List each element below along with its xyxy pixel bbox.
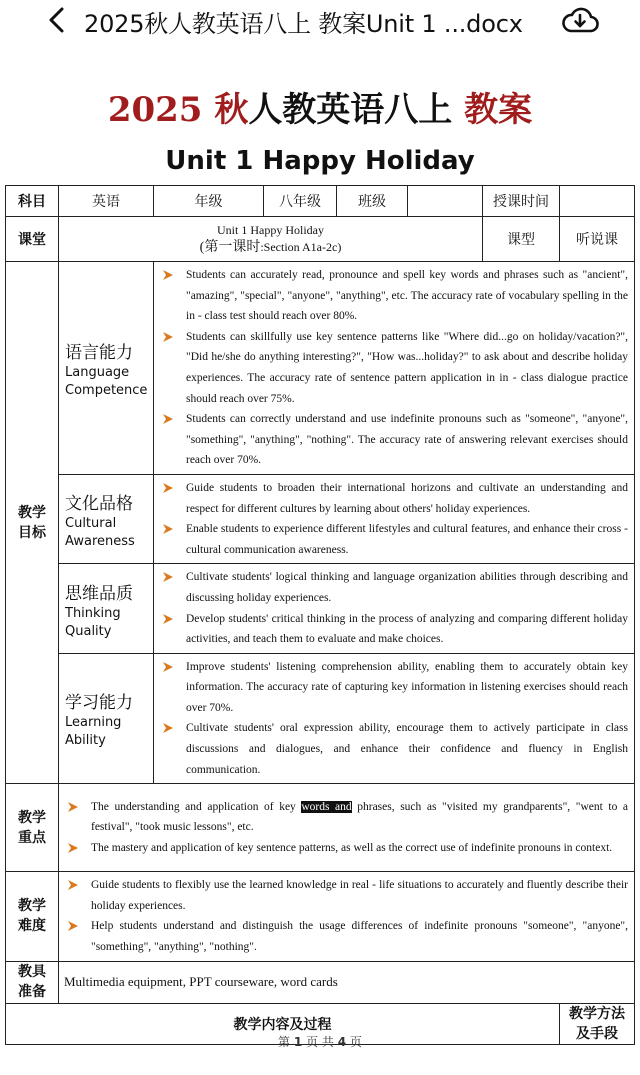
bullets-cultural [154, 474, 635, 563]
category-en2: Awareness [65, 534, 135, 550]
bullet-text: The mastery and application of key sentence patterns, as well as the correct use of indefinite pronouns in context. [91, 842, 613, 855]
subject-value: 英语 [59, 186, 154, 217]
key-points-content [59, 784, 635, 872]
list-item [63, 838, 628, 859]
objective-row-learning [6, 653, 635, 784]
arrow-bullet-icon [67, 920, 79, 932]
arrow-bullet-icon [67, 879, 79, 891]
bullet-text: Help students understand and distinguish the usage differences of indefinite pronouns "someone", "anyone", "something", "anything", "nothing". [91, 920, 628, 954]
category-cn: 学习能力 [65, 693, 133, 714]
subject-label: 科目 [6, 186, 59, 217]
objective-row-thinking [6, 564, 635, 653]
list-item [158, 718, 628, 780]
document-title [0, 82, 640, 131]
objective-row-cultural [6, 474, 635, 563]
key-points-label [6, 784, 59, 872]
category-cn: 语言能力 [65, 342, 133, 363]
arrow-bullet-icon [162, 523, 174, 535]
list-item [158, 327, 628, 409]
bullet-text: Guide students to broaden their international horizons and cultivate an understanding and respect for different cultures by learning about others' holiday experiences. [186, 481, 628, 515]
difficulties-label [6, 872, 59, 961]
lesson-line2-prefix: (第一课时 [199, 240, 261, 255]
bullet-text: Enable students to experience different lifestyles and cultural features, and enhance their cross - cultural communication awareness. [186, 523, 628, 556]
process-content-label: 教学内容及过程 [6, 1003, 560, 1044]
top-bar [0, 0, 640, 40]
bullet-text: Develop students' critical thinking in the process of analyzing and comparing different holiday activities, and teach them to evaluate and make choices. [186, 612, 628, 646]
category-language [59, 262, 154, 475]
title-end: 教案 [464, 90, 533, 130]
bullet-text: Students can skillfully use key sentence patterns like "Where did...go on holiday/vacation?", "Did he/she do anything interesting?", "How was...holiday?" to ask about and describe holiday experiences. The accuracy rate of sentence pattern application in in - class dialogue practice should reach over 75%. [186, 330, 628, 405]
objective-row-language [6, 262, 635, 475]
bullets-language [154, 262, 635, 475]
bullets-learning [154, 653, 635, 784]
arrow-bullet-icon [162, 269, 174, 281]
category-cn: 文化品格 [65, 494, 133, 515]
list-item [158, 519, 628, 560]
category-en2: Ability [65, 733, 106, 749]
list-item [158, 657, 628, 719]
arrow-bullet-icon [162, 413, 174, 425]
list-item [63, 797, 628, 838]
bullet-text: Cultivate students' oral expression ability, encourage them to actively participate in class discussions and dialogues, and enhance their confidence and fluency in English communication. [186, 722, 628, 776]
arrow-bullet-icon [67, 801, 79, 813]
category-cn: 思维品质 [65, 583, 133, 604]
difficulties-label-line2: 难度 [18, 918, 46, 935]
category-en2: Competence [65, 382, 148, 398]
lesson-type-value: 听说课 [560, 217, 635, 262]
bullet-text: The understanding and application of key [91, 800, 302, 813]
unit-title: Unit 1 Happy Holiday [165, 146, 475, 176]
category-en1: Thinking [65, 605, 121, 621]
class-label: 班级 [337, 186, 408, 217]
materials-row [6, 961, 635, 1003]
category-learning [59, 653, 154, 784]
category-en1: Learning [65, 715, 122, 731]
lesson-info [59, 217, 483, 262]
arrow-bullet-icon [67, 842, 79, 854]
lesson-type-label: 课型 [483, 217, 560, 262]
objectives-label-line1: 教学 [18, 504, 46, 521]
category-thinking [59, 564, 154, 653]
difficulties-row [6, 872, 635, 961]
back-button[interactable] [44, 6, 70, 34]
page-prefix: 第 [278, 1035, 291, 1049]
time-value [560, 186, 635, 217]
objectives-label [6, 262, 59, 784]
title-year: 2025 [107, 90, 203, 130]
materials-value: Multimedia equipment, PPT courseware, word cards [59, 961, 635, 1003]
materials-label [6, 961, 59, 1003]
list-item [63, 875, 628, 916]
list-item [158, 567, 628, 608]
difficulties-label-line1: 教学 [18, 898, 46, 915]
objectives-label-line2: 目标 [18, 524, 46, 541]
lesson-plan-table [5, 185, 635, 1045]
list-item [63, 916, 628, 957]
lesson-line2-suffix: :Section A1a-2c) [260, 240, 342, 254]
arrow-bullet-icon [162, 482, 174, 494]
arrow-bullet-icon [162, 331, 174, 343]
class-value [408, 186, 483, 217]
method-label-line1: 教学方法 [569, 1005, 625, 1022]
bullet-text: phrases, such as "visited my grandparents", "went to a festival", "took music lessons", etc. [91, 800, 628, 834]
bullet-text: Guide students to flexibly use the learned knowledge in real - life situations to accurately and fluently describe their holiday experiences. [91, 879, 628, 912]
lesson-line2 [59, 239, 482, 256]
list-item [158, 609, 628, 650]
list-item [158, 265, 628, 327]
arrow-bullet-icon [162, 722, 174, 734]
highlighted-text: words and [301, 800, 352, 813]
bullet-text: Cultivate students' logical thinking and language organization abilities through describing and discussing holiday experiences. [186, 571, 628, 604]
lesson-label: 课堂 [6, 217, 59, 262]
key-points-label-line1: 教学 [18, 809, 46, 826]
cloud-download-icon [560, 4, 600, 36]
lesson-row [6, 217, 635, 262]
bullet-text: Students can correctly understand and use indefinite pronouns such as "someone", "anyone", "something", "anything", "nothing". The accuracy rate of answering relevant exercises should reach over 70%. [186, 413, 628, 467]
list-item [158, 409, 628, 471]
materials-label-line1: 教具 [18, 964, 46, 981]
bullets-thinking [154, 564, 635, 653]
title-autumn: 秋 [214, 90, 249, 130]
time-label: 授课时间 [483, 186, 560, 217]
arrow-bullet-icon [162, 661, 174, 673]
header-row [6, 186, 635, 217]
category-cultural [59, 474, 154, 563]
bullet-text: Improve students' listening comprehension ability, enabling them to accurately obtain key information. The accuracy rate of capturing key information in listening exercises should reach over 70%. [186, 660, 628, 714]
cloud-download-button[interactable] [560, 4, 600, 36]
current-page: 1 [293, 1035, 303, 1049]
chevron-left-icon [44, 6, 70, 34]
page-suffix: 页 [349, 1035, 362, 1049]
arrow-bullet-icon [162, 613, 174, 625]
difficulties-content [59, 872, 635, 961]
title-middle: 人教英语八上 [248, 90, 453, 130]
key-points-label-line2: 重点 [18, 829, 46, 846]
arrow-bullet-icon [162, 571, 174, 583]
lesson-line1: Unit 1 Happy Holiday [217, 223, 324, 237]
key-points-row [6, 784, 635, 872]
category-en2: Quality [65, 623, 112, 639]
grade-value: 八年级 [264, 186, 337, 217]
grade-label: 年级 [154, 186, 264, 217]
method-label-line2: 及手段 [576, 1025, 618, 1042]
total-pages: 4 [337, 1035, 347, 1049]
bullet-text: Students can accurately read, pronounce and spell key words and phrases such as "ancient", "amazing", "special", "anyone", "anything", etc. The accuracy rate of vocabulary spelling in the in - class test should reach over 80%. [186, 269, 628, 323]
category-en1: Cultural [65, 516, 117, 532]
category-en1: Language [65, 364, 130, 380]
file-title: 2025秋人教英语八上 教案Unit 1 ...docx [84, 10, 523, 38]
page-indicator [0, 1033, 640, 1050]
page-middle: 页 共 [306, 1035, 334, 1049]
materials-label-line2: 准备 [18, 984, 46, 1001]
list-item [158, 478, 628, 519]
